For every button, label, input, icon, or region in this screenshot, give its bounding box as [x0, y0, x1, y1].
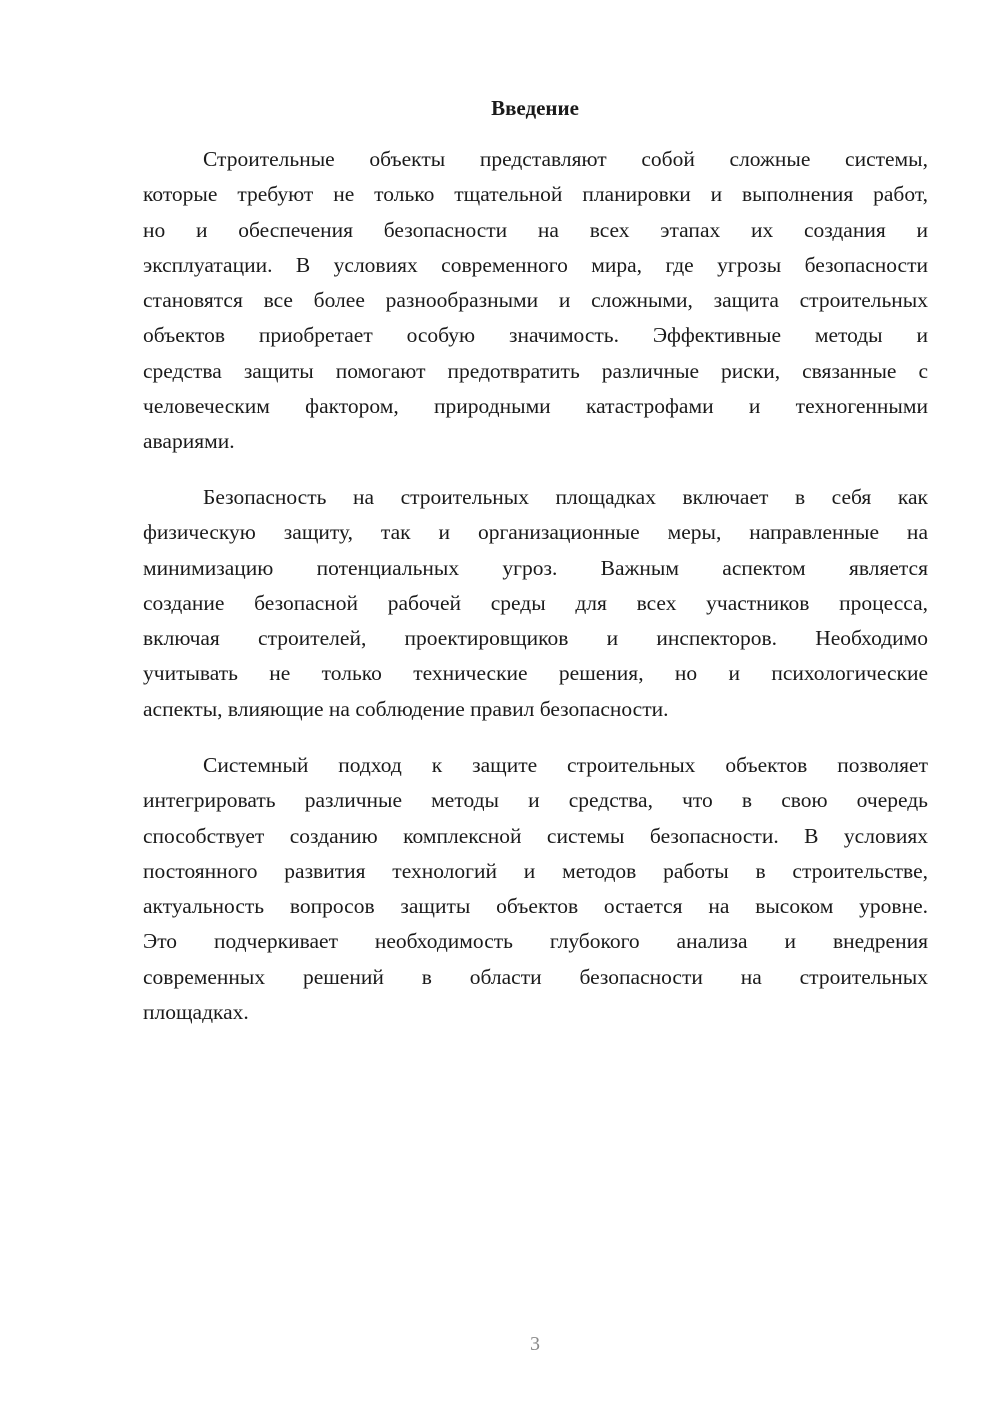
- page-number: 3: [530, 1333, 540, 1355]
- text-line: Это подчеркивает необходимость глубокого анализа и внедрения: [143, 929, 928, 954]
- paragraph: [143, 142, 928, 460]
- text-line: современных решений в области безопасности на строительных: [143, 964, 928, 989]
- text-line: объектов приобретает особую значимость. Эффективные методы и: [143, 323, 928, 348]
- text-line: учитывать не только технические решения, но и психологические: [143, 661, 928, 686]
- text-line: эксплуатации. В условиях современного мира, где угрозы безопасности: [143, 252, 928, 277]
- text-line: способствует созданию комплексной системы безопасности. В условиях: [143, 823, 928, 848]
- text-line: постоянного развития технологий и методов работы в строительстве,: [143, 858, 928, 883]
- text-line: средства защиты помогают предотвратить различные риски, связанные с: [143, 358, 928, 383]
- text-line: Безопасность на строительных площадках включает в себя как: [203, 485, 928, 509]
- text-line: площадках.: [143, 1000, 249, 1025]
- text-line: создание безопасной рабочей среды для всех участников процесса,: [143, 590, 928, 615]
- text-line: но и обеспечения безопасности на всех этапах их создания и: [143, 217, 928, 242]
- text-line: которые требуют не только тщательной планировки и выполнения работ,: [143, 182, 928, 207]
- text-line: актуальность вопросов защиты объектов остается на высоком уровне.: [143, 894, 928, 919]
- text-line: физическую защиту, так и организационные меры, направленные на: [143, 520, 928, 545]
- text-line: человеческим фактором, природными катастрофами и техногенными: [143, 394, 928, 419]
- text-line: Строительные объекты представляют собой сложные системы,: [203, 147, 928, 171]
- text-line: Системный подход к защите строительных объектов позволяет: [203, 753, 928, 777]
- paragraph: [143, 480, 928, 727]
- text-line: аспекты, влияющие на соблюдение правил безопасности.: [143, 696, 669, 721]
- text-line: авариями.: [143, 429, 235, 454]
- text-line: интегрировать различные методы и средства, что в свою очередь: [143, 788, 928, 813]
- paragraph: [143, 748, 928, 1030]
- text-line: становятся все более разнообразными и сложными, защита строительных: [143, 288, 928, 313]
- page-title: Введение: [491, 96, 579, 120]
- text-line: включая строителей, проектировщиков и инспекторов. Необходимо: [143, 626, 928, 651]
- text-line: минимизацию потенциальных угроз. Важным аспектом является: [143, 555, 928, 580]
